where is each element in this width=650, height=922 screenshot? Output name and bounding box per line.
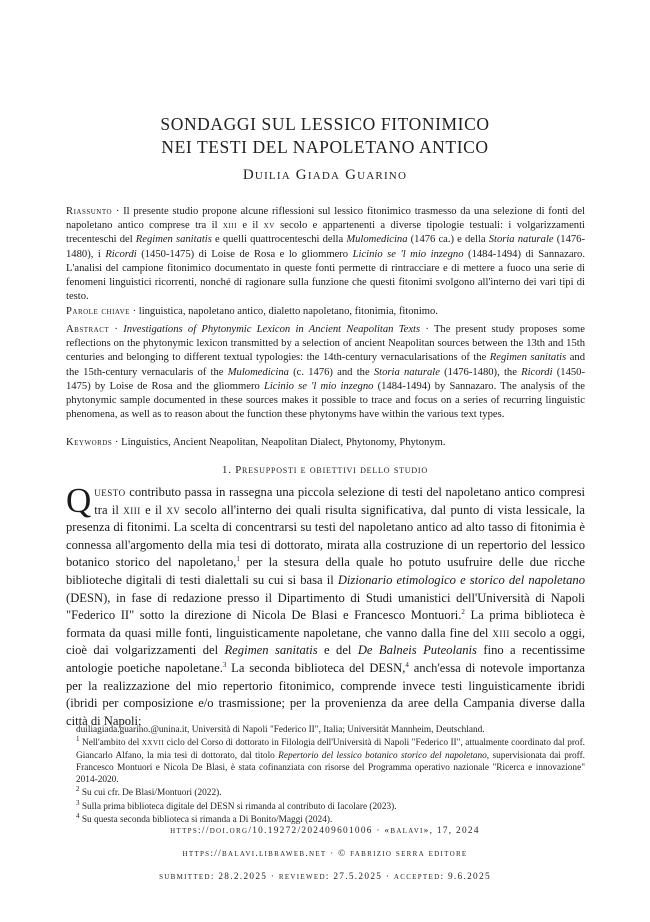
title-line-2: NEI TESTI DEL NAPOLETANO ANTICO [161, 137, 489, 157]
article-title [0, 113, 650, 159]
abstract-block: Abstract · Investigations of Phytonymic Lexicon in Ancient Neapolitan Texts · The present study proposes some reflections on the phytonymic lexicon transmitted by a selection of ancient Neapolitan sources between the 13th and 15th centuries and belonging to different textual typologies: the 14th-century vernacularisations of the Regimen sanitatis and the 15th-century vernacularis of the Mulomedicina (c. 1476) and the Storia naturale (1476-1480), the Ricordi (1450-1475) by Loise de Rosa and the gliommero Licinio se 'l mio inzegno (1484-1494) by Sannazaro. The analysis of the phytonymic sample documented in these sources makes it possible to trace and focus on a series of recurring linguistic phenomena, as well as to reason about the function these phytonyms have within the various text types. [66, 324, 585, 421]
parole-chiave-label: Parole chiave [66, 306, 130, 317]
drop-cap: Q [66, 481, 92, 520]
body-text: Questo contributo passa in rassegna una piccola selezione di testi del napoletano antico compresi tra il xiii e il xv secolo all'interno dei quali risulta significativa, dal punto di vista lessicale, la presenza di fitonimi. La scelta di concentrarsi su testi del napoletano antico ad alto tasso di fitonimia è connessa all'argomento della mia tesi di dottorato, mirata alla costruzione di un repertorio del lessico botanico storico del napoletano,$^1$ per la stesura della quale ho potuto usufruire delle due ricche biblioteche digitali di testi dialettali su cui si basa il Dizionario etimologico e storico del napoletano (DESN), in fase di redazione presso il Dipartimento di Studi umanistici dell'Università di Napoli "Federico II" sotto la direzione di Nicola De Blasi e Francesco Montuori.$^2$ La prima biblioteca è formata da quasi mille fonti, linguisticamente napoletane, che vanno dalla fine del xiii secolo a oggi, cioè dai volgarizzamenti del Regimen sanitatis e del De Balneis Puteolanis fino a recentissime antologie poetiche napoletane.$^3$ La seconda biblioteca del DESN,$^4$ anch'essa di notevole importanza per la realizzazione del mio repertorio fitonimico, comprende invece testi linguisticamente ibridi (ibridi per composizione e/o trasmissione; per la provenienza da aree della Campania diverse dalla città di Napoli; [66, 481, 585, 728]
title-line-1: SONDAGGI SUL LESSICO FITONIMICO [160, 114, 490, 134]
section-heading: 1. Presupposti e obiettivi dello studio [222, 464, 428, 476]
footnotes [66, 724, 585, 827]
footnote-ref[interactable]: 3 [222, 660, 227, 669]
footnote-4: $^4$ Su questa seconda biblioteca si rimanda a Di Bonito/Maggi (2024). [76, 811, 333, 826]
affiliation-note: duiliagiada.guarino.@unina.it, Università di Napoli "Federico II", Italia; Universität Mannheim, Deutschland. [76, 725, 485, 735]
footnote-ref[interactable]: 1 [236, 555, 240, 564]
footnote-1: $^1$ Nell'ambito del xxvii ciclo del Corso di dottorato in Filologia dell'Università di Napoli "Federico II", attualmente coordinato dal prof. Giancarlo Alfano, la mia tesi di dottorato, dal titolo Repertorio del lessico botanico storico del napoletano, supervisionata dai proff. Francesco Montuori e Nicola De Blasi, è stata cofinanziata con risorse del Programma operativo nazionale "Ricerca e innovazione" 2014-2020. [76, 735, 586, 786]
author-name: Duilia Giada Guarino [242, 167, 408, 183]
keywords-block: Keywords · Linguistics, Ancient Neapolitan, Neapolitan Dialect, Phytonomy, Phytonym. [66, 437, 446, 448]
footnote-3: $^3$ Sulla prima biblioteca digitale del DESN si rimanda al contributo di Iacolare (2023). [76, 798, 397, 812]
abstract-label: Abstract [66, 324, 110, 335]
publisher-line[interactable]: https://balavi.libraweb.net · © fabrizio serra editore [182, 849, 468, 859]
abstract-title: Investigations of Phytonymic Lexicon in Ancient Neapolitan Texts [123, 324, 421, 335]
footnote-ref[interactable]: 2 [461, 607, 465, 616]
riassunto-label: Riassunto [66, 206, 113, 217]
footnote-ref[interactable]: 4 [405, 660, 409, 669]
footnote-2: $^2$ Su cui cfr. De Blasi/Montuori (2022). [76, 785, 222, 799]
parole-chiave-block: Parole chiave · linguistica, napoletano antico, dialetto napoletano, fitonimia, fitonimo. [66, 306, 438, 317]
keywords-label: Keywords [66, 437, 113, 448]
riassunto-block: Riassunto · Il presente studio propone alcune riflessioni sul lessico fitonimico trasmesso da una selezione di fonti del napoletano antico comprese tra il xiii e il xv secolo e appartenenti a diverse tipologie testuali: i volgarizzamenti trecenteschi del Regimen sanitatis e quelli quattrocenteschi della Mulomedicina (1476 ca.) e della Storia naturale (1476-1480), i Ricordi (1450-1475) di Loise de Rosa e lo gliommero Licinio se 'l mio inzegno (1484-1494) di Sannazaro. L'analisi del campione fitonimico documentato in queste fonti permette di rintracciare e di mettere a fuoco una serie di fenomeni linguistici ricorrenti, nonché di ragionare sulla funzione che questi fitonimi svolgono all'interno dei vari tipi di testo. [66, 206, 586, 303]
doi-line[interactable]: https://doi.org/10.19272/202409601006 · «balavi», 17, 2024 [170, 826, 480, 836]
dates-line: submitted: 28.2.2025 · reviewed: 27.5.2025 · accepted: 9.6.2025 [159, 872, 491, 882]
